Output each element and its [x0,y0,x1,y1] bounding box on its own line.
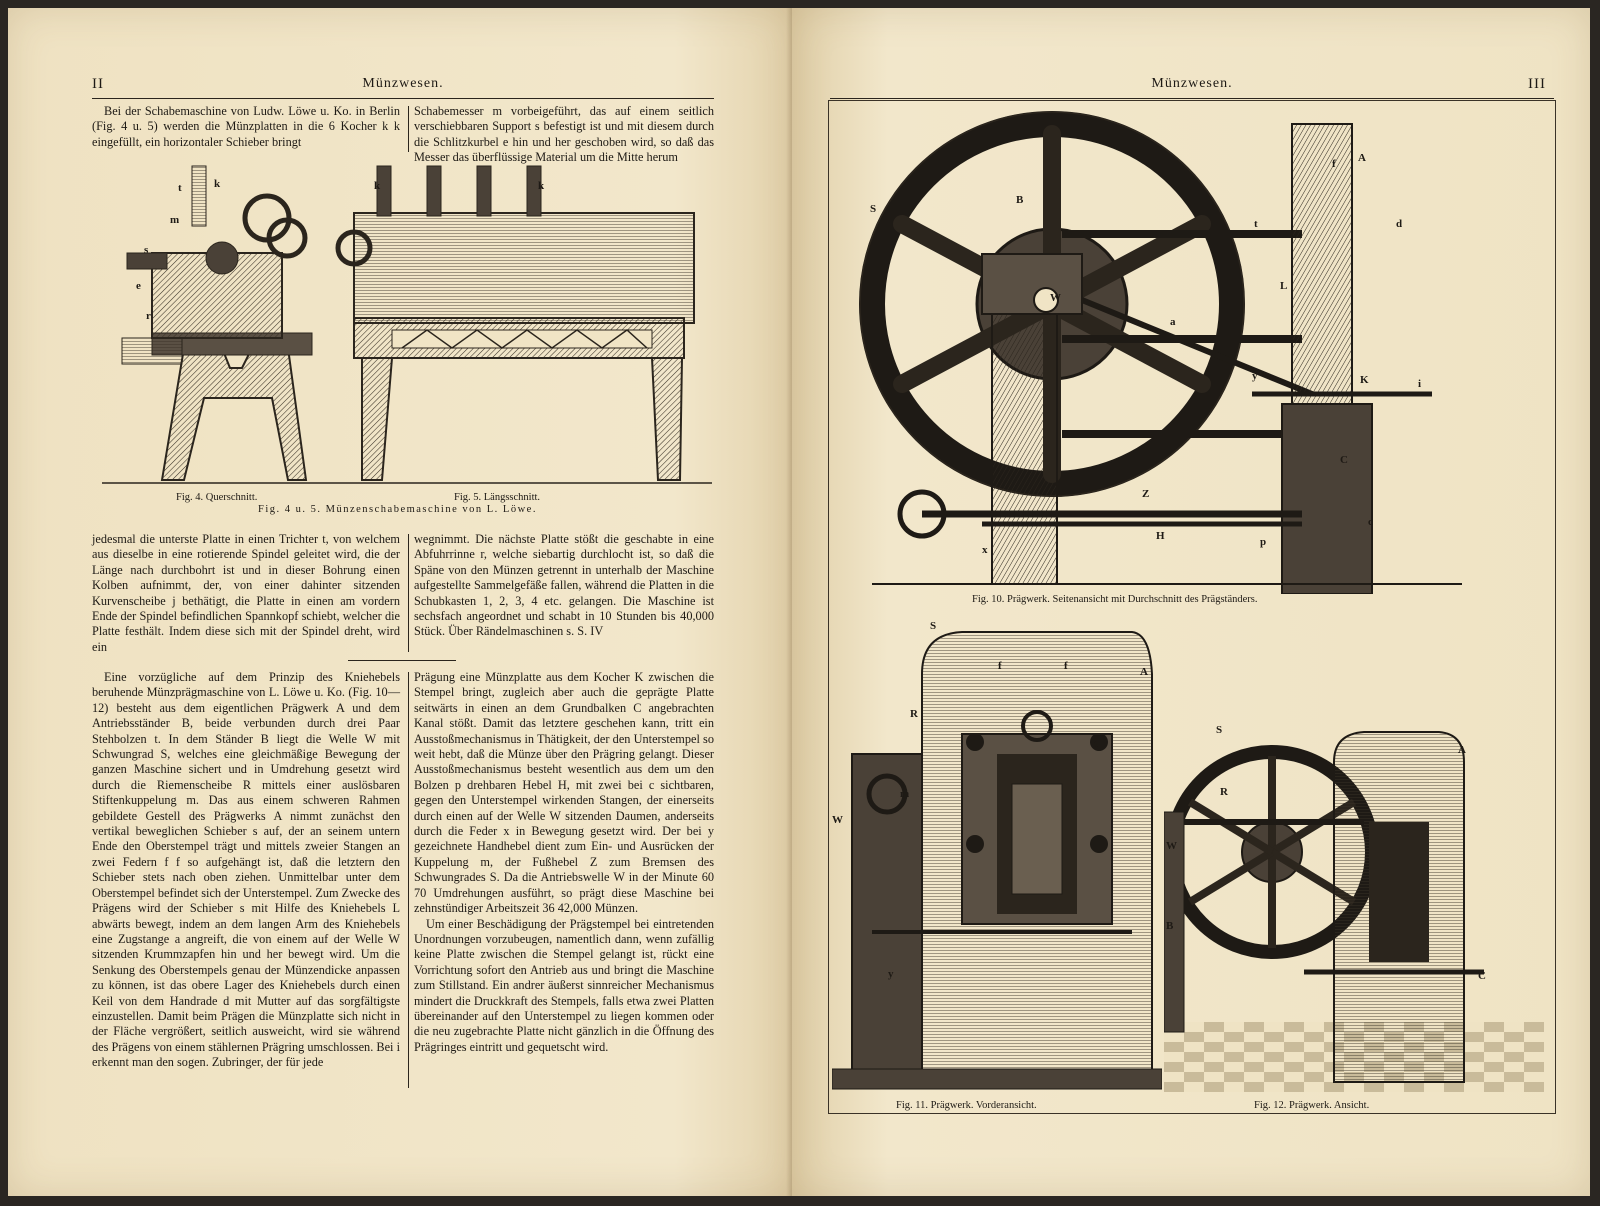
fig-label: W [1050,292,1061,304]
fig10-caption: Fig. 10. Prägwerk. Seitenansicht mit Durchschnitt des Prägständers. [972,594,1258,605]
fig-label: s [144,244,149,256]
fig-label: S [1216,724,1223,736]
fig-label: d [1396,218,1403,230]
running-title: Münzwesen. [1151,76,1233,91]
fig11-engraving [832,614,1162,1094]
column-divider [408,672,409,1088]
fig-label: f [1332,158,1336,170]
fig-label: L [1280,280,1288,292]
fig-label: t [1094,738,1098,750]
fig-label: c [1368,516,1373,528]
fig-label: m [900,788,910,800]
fig-label: f [998,660,1002,672]
fig-label: W [832,814,843,826]
page-number: II [92,76,104,92]
column-divider [408,106,409,152]
fig5-machine [338,166,694,480]
fig-label: B [1166,920,1174,932]
fig-label: S [870,203,877,215]
fig-label: i [1418,378,1422,390]
fig12-engraving [1164,722,1544,1094]
middle-text-col1 [92,532,400,655]
paragraph: Bei der Schabemaschine von Ludw. Löwe u. Ko. in Berlin (Fig. 4 u. 5) werden die Münzplatten in die 6 Kocher k k eingefüllt, ein horizontaler Schieber bringt [92,104,400,149]
section-rule [348,660,456,661]
fig-label: H [1156,530,1165,542]
bottom-text-col1 [92,670,400,1071]
top-text-col1 [92,104,400,150]
fig-label: A [1358,152,1366,164]
fig-label: e [136,280,141,292]
fig-label: R [910,708,918,720]
page-number: III [1528,76,1546,92]
fig-label: k [538,180,545,192]
column-divider [408,534,409,652]
right-header [832,76,1552,98]
fig-label: W [1166,840,1177,852]
paragraph: Prägung eine Münzplatte aus dem Kocher K zwischen die Stempel bringt, zugleich aber auch die geprägte Platte seitwärts in einen an dem Grundbalken C angebrachten Kanal stößt. Damit das letztere geschehen kann, tritt ein Ausstoßmechanismus in Thätigkeit, der den Unterstempel so weit hebt, daß die Münze über den Prägring gelangt. Dieser Ausstoßmechanismus besteht wesentlich aus dem um den Bolzen p drehbaren Hebel H, mit zwei bei c sichtbaren, gegen den Unterstempel wirkenden Stangen, der einerseits durch einen auf der Welle W sitzenden Daumen, anderseits durch die Feder x in Bewegung gesetzt wird. Der bei y gezeichnete Handhebel dient zum Ein- und Ausrücken der Kuppelung m, der Fußhebel Z zum Bremsen des Schwungrades S. Da die Antriebswelle W in der Minute 60 70 Umdrehungen ausführt, so prägt diese Maschine bei zehnstündiger Arbeitszeit 36 42,000 Münzen. [414,670,714,916]
header-rule [92,98,714,99]
fig-label: p [1260,536,1267,548]
fig5-caption: Fig. 5. Längsschnitt. [454,492,541,503]
paragraph: Schabemesser m vorbeigeführt, das auf einem seitlich verschiebbaren Support s befestigt ist und mit diesem durch die Schlitzkurbel e hin und her geschoben wird, so daß das Messer das überflüssige Material um die Mitte herum [414,104,714,165]
fig-label: S [930,620,937,632]
paragraph: jedesmal die unterste Platte in einen Trichter t, von welchem aus dieselbe in eine rotierende Spindel geleitet wird, die der Länge nach durchbohrt ist und in dieser Bohrung einen Kolben aufnimmt, der, von einer dahinter sitzenden Kurvenscheibe j bethätigt, die Platte in einen am vordern Ende der Spindel befindlichen Spannkopf schiebt, welcher die Platte festhält. Indem diese sich mit der Spindel dreht, wird ein [92,532,400,654]
fig-label: Z [1142,488,1150,500]
fig10-engraving [842,104,1542,594]
paragraph: Eine vorzügliche auf dem Prinzip des Kniehebels beruhende Münzprägmaschine von L. Löwe u. Ko. (Fig. 10—12) besteht aus dem eigentlichen Prägwerk A und dem Antriebsständer B, beide verbunden durch drei Paar Stehbolzen t. In dem Ständer B liegt die Welle W mit Schwungrad S, welches eine gleichmäßige Bewegung der ganzen Maschine sichert und in Umdrehung gesetzt wird durch die Riemenscheibe R mittels einer auslösbaren Stiftenkuppelung m. Das aus einem schweren Rahmen gebildete Gestell des Prägwerks A nimmt zunächst den vertikal beweglichen Schieber s auf, der an seinem untern Ende den Oberstempel trägt und mittels zweier Stangen an zwei Federn f f so aufgehängt ist, daß die letztern den Schieber stets nach oben ziehen. Unmittelbar unter dem Oberstempel befindet sich der Unterstempel. Zum Zwecke des Prägens wird der Schieber s mit Hilfe des Kniehebels L abwärts bewegt, indem an dem langen Arm des Kniehebels eine Zugstange a angreift, die von einem auf der Welle W sitzenden Krummzapfen hin und her bewegt wird. Um die Senkung des Oberstempels genau der Münzendicke anpassen zu können, ist das obere Lager des Kniehebels durch einen Keil von dem Handrade d mit Mutter auf das sorgfältigste einzustellen. Damit beim Prägen die Münzplatte sich nicht in der Fläche vergrößert, seitlich ausweicht, wird sie während des Prägens von einem stählernen Prägring umschlossen. Bei i erkennt man den sogen. Zubringer, der für jede [92,670,400,1070]
fig12-caption: Fig. 12. Prägwerk. Ansicht. [1254,1100,1370,1111]
left-header [88,76,718,98]
top-text-col2 [414,104,714,166]
fig4-machine [122,166,312,480]
caption-text: Fig. 4 u. 5. Münzenschabemaschine von L. Löwe. [258,504,537,515]
fig-label: m [170,214,180,226]
fig-label: R [1220,786,1228,798]
fig-label: y [888,968,894,980]
right-page [792,8,1590,1196]
fig-combined-caption [258,504,537,515]
bottom-text-col2 [414,670,714,1055]
left-page [8,8,792,1196]
fig-label: k [374,180,381,192]
fig-label: f [1064,660,1068,672]
paragraph: Um einer Beschädigung der Prägstempel bei eintretenden Unordnungen vorzubeugen, namentlich dann, wenn zufällig keine Platte zwischen die Stempel gelangt ist, rückt eine Vorrichtung sofort den Antrieb aus und bringt die Maschine zum Stillstand. Ein andrer äußerst sinnreicher Mechanismus mindert die Druckkraft des Stempels, falls etwa zwei Platten übereinander auf den Unterstempel zu liegen kommen oder die neu zugebrachte Platte nicht gänzlich in die Öffnung des Prägringes eintritt und gequetscht wird. [414,916,714,1054]
fig-label: t [178,182,182,194]
fig-label: x [982,544,988,556]
fig4-caption: Fig. 4. Querschnitt. [176,492,258,503]
fig-label: B [1016,194,1024,206]
fig-label: r [146,310,151,322]
fig-label: A [1458,744,1466,756]
fig-label: C [1478,970,1486,982]
paragraph: wegnimmt. Die nächste Platte stößt die geschabte in eine Abfuhrrinne r, welche siebartig durchlocht ist, so daß die Späne von den Münzen getrennt in unterhalb der Maschine aufgestellte Sammelgefäße fallen, während die Platten in die Schubkasten 1, 2, 3, 4 etc. gelangen. Die Maschine ist sechsfach angeordnet und schabt in 10 Stunden bis 40,000 Stück. Über Rändelmaschinen s. S. IV [414,532,714,639]
fig-label: K [1360,374,1369,386]
fig4-5-engraving [92,158,716,488]
fig-label: C [1340,454,1348,466]
header-rule [830,98,1554,99]
fig-label: A [1140,666,1148,678]
running-title: Münzwesen. [362,76,444,91]
fig11-caption: Fig. 11. Prägwerk. Vorderansicht. [896,1100,1037,1111]
fig-label: t [1254,218,1258,230]
fig-label: y [1252,370,1258,382]
fig-label: a [1170,316,1176,328]
fig-label: k [214,178,221,190]
middle-text-col2 [414,532,714,640]
